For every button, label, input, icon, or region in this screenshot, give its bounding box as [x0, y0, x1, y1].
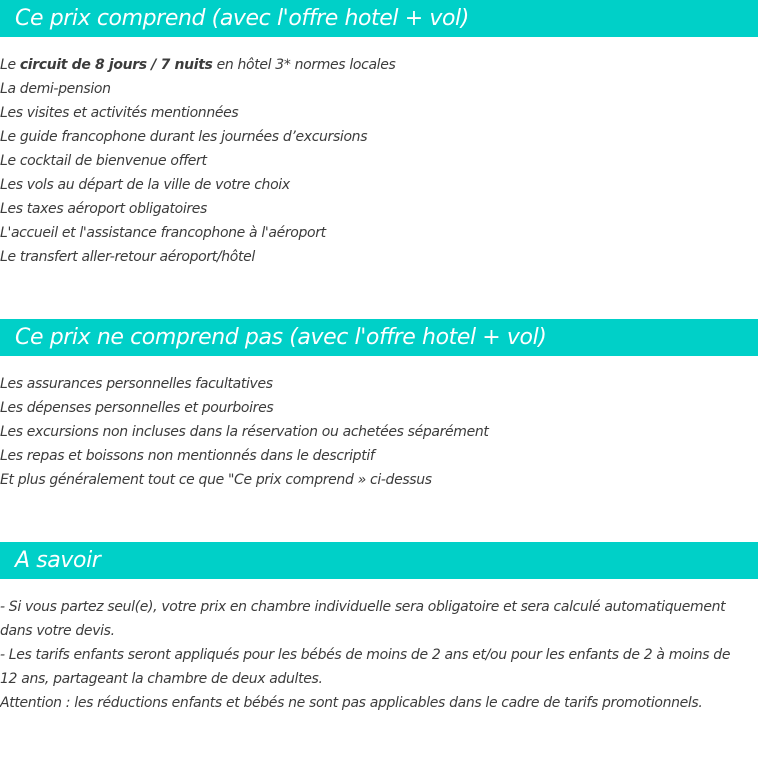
list-item: Les visites et activités mentionnées [0, 105, 239, 121]
list-item: Le guide francophone durant les journées d’excursions [0, 129, 368, 145]
list-item: Et plus généralement tout ce que "Ce prix comprend » ci-dessus [0, 472, 432, 488]
list-item: L'accueil et l'assistance francophone à l'aéroport [0, 225, 326, 241]
list-item: Le transfert aller-retour aéroport/hôtel [0, 249, 255, 265]
item-suffix: en hôtel 3* normes locales [212, 57, 396, 73]
list-item: La demi-pension [0, 81, 111, 97]
list-item: Les dépenses personnelles et pourboires [0, 400, 274, 416]
list-item: Les vols au départ de la ville de votre choix [0, 177, 290, 193]
note-paragraph: - Les tarifs enfants seront appliqués pour les bébés de moins de 2 ans et/ou pour les enfants de 2 à moins de 12 ans, partageant la chambre de deux adultes. [0, 647, 731, 687]
item-bold-text: circuit de 8 jours / 7 nuits [19, 57, 213, 73]
item-prefix: Le [0, 57, 20, 73]
list-item: Les taxes aéroport obligatoires [0, 201, 207, 217]
not-included-list [0, 372, 758, 492]
section-title-included: Ce prix comprend (avec l'offre hotel + vol) [15, 6, 469, 31]
section-header-included [0, 0, 758, 37]
list-item [0, 53, 758, 77]
note-paragraph: - Si vous partez seul(e), votre prix en chambre individuelle sera obligatoire et sera calculé automatiquement dans votre devis. [0, 599, 726, 639]
included-list [0, 53, 758, 269]
section-title-to-know: A savoir [15, 548, 101, 573]
list-item: Les excursions non incluses dans la réservation ou achetées séparément [0, 424, 489, 440]
section-title-not-included: Ce prix ne comprend pas (avec l'offre hotel + vol) [15, 325, 547, 350]
note-paragraph: Attention : les réductions enfants et bébés ne sont pas applicables dans le cadre de tarifs promotionnels. [0, 695, 703, 711]
list-item: Le cocktail de bienvenue offert [0, 153, 207, 169]
section-header-to-know [0, 542, 758, 579]
list-item: Les assurances personnelles facultatives [0, 376, 273, 392]
section-header-not-included [0, 319, 758, 356]
list-item: Les repas et boissons non mentionnés dans le descriptif [0, 448, 375, 464]
notes-block [0, 595, 750, 715]
